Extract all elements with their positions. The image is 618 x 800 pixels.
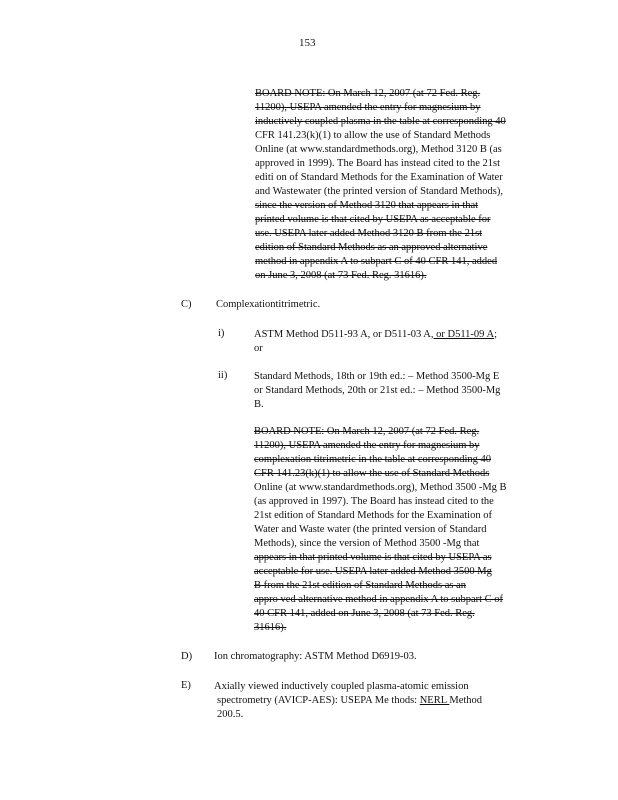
item-e-line2-post: Method — [449, 695, 483, 706]
note-line: appears in that printed volume is that cited by USEPA as — [254, 552, 492, 563]
board-note-2 — [254, 425, 546, 635]
item-e-line3: 200.5. — [217, 709, 244, 720]
note-line: 40 CFR 141, added on June 3, 2008 (at 73 Fed. Reg. — [254, 608, 475, 619]
note-line: appro ved alternative method in appendix A to subpart C of — [254, 594, 504, 605]
note-line: printed volume is that cited by USEPA as acceptable for — [255, 214, 491, 225]
item-c-i-tail: ; — [494, 329, 497, 340]
note-line: B from the 21st edition of Standard Methods as an — [254, 580, 467, 591]
note-line: 11200), USEPA amended the entry for magnesium by — [254, 440, 480, 451]
item-c-i-label: i) — [218, 328, 225, 339]
item-c-text: Complexationtitrimetric. — [216, 299, 321, 310]
note-line: approved in 1999). The Board has instead cited to the 21st — [255, 158, 501, 169]
item-c-label: C) — [181, 299, 192, 310]
item-c-i-mid: or D511-03 A, — [370, 329, 434, 340]
note-line: BOARD NOTE: On March 12, 2007 (at 72 Fed. Reg. — [255, 88, 481, 99]
note-line: complexation titrimetric in the table at corresponding 40 — [254, 454, 492, 465]
item-c-ii-text — [254, 370, 500, 412]
note-line: CFR 141.23(k)(1) to allow the use of Standard Methods — [254, 468, 490, 479]
item-e-label: E) — [181, 680, 191, 691]
item-c-ii-label: ii) — [218, 370, 228, 381]
note-line: Methods), since the version of Method 3500 -Mg that — [254, 538, 480, 549]
note-line: method in appendix A to subpart C of 40 CFR 141, added — [255, 256, 498, 267]
note-line: BOARD NOTE: On March 12, 2007 (at 72 Fed. Reg. — [254, 426, 480, 437]
item-c-ii-line3: B. — [254, 399, 264, 410]
item-e-text — [214, 680, 482, 722]
note-line: Online (at www.standardmethods.org), Method 3120 B (as — [255, 144, 502, 155]
note-line: 31616). — [254, 622, 287, 633]
note-line: acceptable for use. USEPA later added Method 3500 Mg — [254, 566, 492, 577]
note-line: on June 3, 2008 (at 73 Fed. Reg. 31616). — [255, 270, 427, 281]
item-e-line2-pre: spectrometry (AVICP-AES): USEPA Me thods: — [217, 695, 420, 706]
item-c-ii-line2: or Standard Methods, 20th or 21st ed.: – Method 3500-Mg — [254, 385, 501, 396]
item-e-line1: Axially viewed inductively coupled plasma-atomic emission — [214, 681, 469, 692]
note-line: since the version of Method 3120 that appears in that — [255, 200, 479, 211]
item-c-ii-line1: Standard Methods, 18th or 19th ed.: – Method 3500-Mg E — [254, 371, 500, 382]
note-line: (as approved in 1997). The Board has instead cited to the — [254, 496, 494, 507]
item-c-i-text — [254, 328, 497, 356]
note-line: edition of Standard Methods as an approved alternative — [255, 242, 488, 253]
page-number: 153 — [299, 37, 316, 49]
note-line: Online (at www.standardmethods.org), Method 3500 -Mg B — [254, 482, 507, 493]
note-line: editi on of Standard Methods for the Examination of Water — [255, 172, 503, 183]
note-line: inductively coupled plasma in the table at corresponding 40 — [255, 116, 506, 127]
note-line: 21st edition of Standard Methods for the Examination of — [254, 510, 492, 521]
item-e-line2-underlined: NERL — [419, 695, 450, 706]
item-c-i-inserted: or D511-09 A — [433, 329, 495, 340]
board-note-1 — [255, 87, 547, 283]
note-line: and Wastewater (the printed version of Standard Methods), — [255, 186, 503, 197]
note-line: 11200), USEPA amended the entry for magnesium by — [255, 102, 481, 113]
item-c-i-pre: ASTM Method D511-93 A, — [254, 329, 371, 340]
item-d-text: Ion chromatography: ASTM Method D6919-03. — [214, 651, 417, 662]
note-line: use. USEPA later added Method 3120 B from the 21st — [255, 228, 483, 239]
item-c-i-line2: or — [254, 343, 263, 354]
note-line: CFR 141.23(k)(1) to allow the use of Standard Methods — [255, 130, 491, 141]
note-line: Water and Waste water (the printed version of Standard — [254, 524, 487, 535]
item-d-label: D) — [181, 651, 193, 662]
